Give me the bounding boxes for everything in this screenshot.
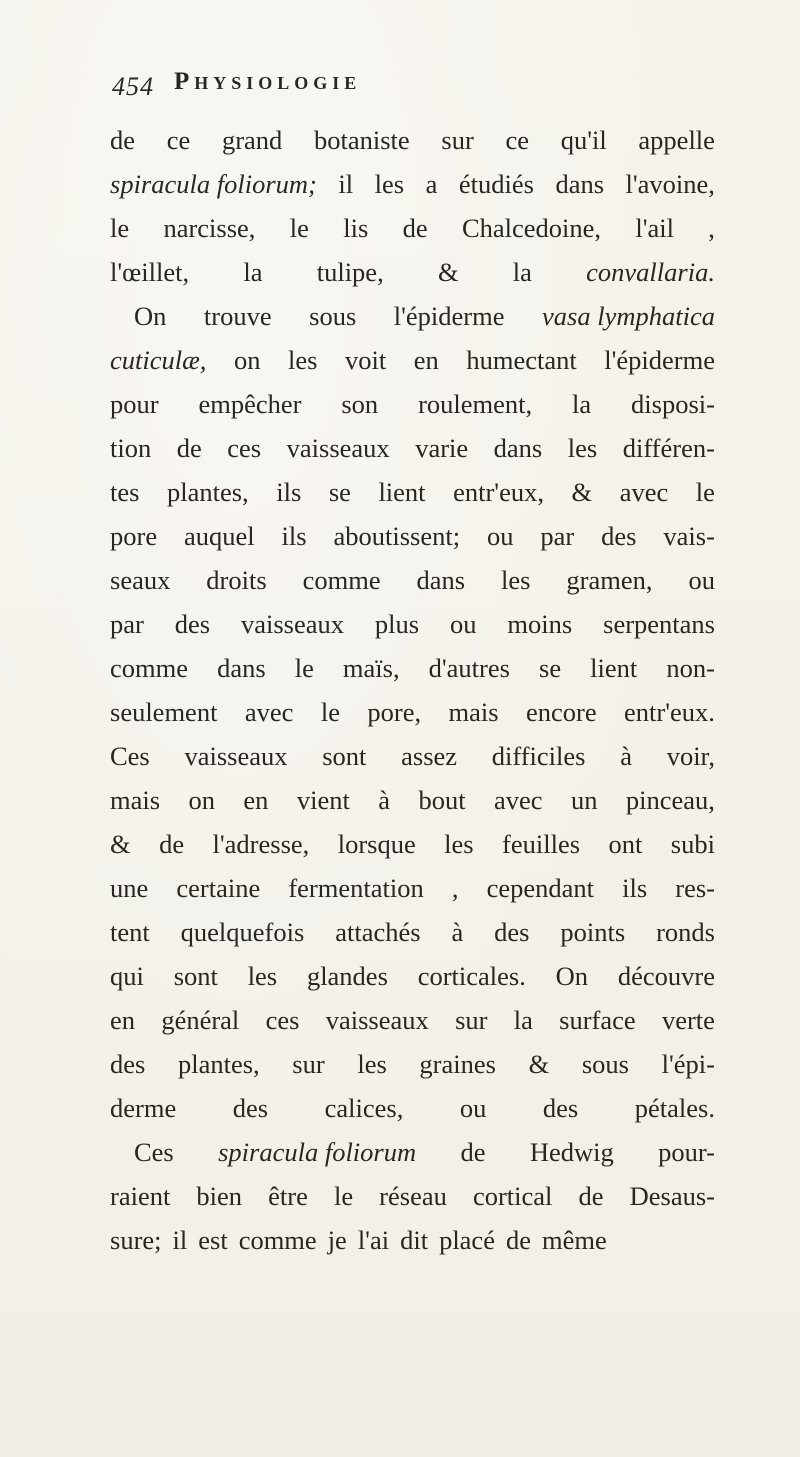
word: tent — [110, 917, 150, 947]
word: le — [695, 477, 715, 507]
word: attachés — [335, 917, 421, 947]
word: corticales. — [417, 961, 526, 991]
text-line — [110, 514, 715, 558]
word: par — [540, 521, 575, 551]
word: cortical — [472, 1181, 553, 1211]
word: une — [110, 873, 149, 903]
word: les — [288, 345, 318, 375]
word: comme — [302, 565, 381, 595]
word: & — [437, 257, 459, 287]
word: qui — [110, 961, 144, 991]
word: & — [110, 829, 131, 859]
word: de — [578, 1181, 604, 1211]
word: il — [172, 1225, 188, 1255]
word: pore — [110, 521, 158, 551]
word: en — [110, 1005, 136, 1035]
word: entr'eux, — [453, 477, 544, 507]
word: les — [567, 433, 598, 463]
word: Chalcedoine, — [461, 213, 602, 243]
text-line — [110, 998, 715, 1042]
word: aboutissent; — [333, 521, 461, 551]
running-title: Physiologie — [174, 68, 362, 95]
word: spiracula foliorum; — [110, 169, 317, 199]
word: en — [413, 345, 439, 375]
word: cependant — [486, 873, 594, 903]
word: dans — [493, 433, 543, 463]
word: Desaus- — [629, 1181, 715, 1211]
text-line — [110, 382, 715, 426]
word: plantes, — [177, 1049, 260, 1079]
word: encore — [526, 697, 597, 727]
word: non- — [666, 653, 715, 683]
word: de — [460, 1137, 486, 1167]
word: des — [494, 917, 530, 947]
word: le — [333, 1181, 354, 1211]
word: spiracula foliorum — [218, 1137, 417, 1167]
word: ces — [227, 433, 262, 463]
word: lis — [343, 213, 369, 243]
word: avec — [244, 697, 294, 727]
word: assez — [401, 741, 458, 771]
word: On — [555, 961, 589, 991]
word: ronds — [656, 917, 715, 947]
word: disposi- — [631, 389, 715, 419]
word: ils — [276, 477, 302, 507]
word: quelquefois — [180, 917, 305, 947]
word: Hedwig — [529, 1137, 614, 1167]
word: mais — [448, 697, 499, 727]
word: le — [294, 653, 314, 683]
word: points — [560, 917, 626, 947]
word: la — [572, 389, 592, 419]
word: vaisseaux — [286, 433, 390, 463]
word: trouve — [203, 301, 272, 331]
word: & — [528, 1049, 550, 1079]
word: difficiles — [491, 741, 586, 771]
word: les — [357, 1049, 387, 1079]
word: moins — [507, 609, 573, 639]
word: seulement — [110, 697, 218, 727]
word: des — [542, 1093, 579, 1123]
word: des — [110, 1049, 146, 1079]
word: des — [601, 521, 637, 551]
word: sur — [441, 125, 474, 155]
word: roulement, — [418, 389, 533, 419]
word: sont — [322, 741, 367, 771]
text-line — [110, 338, 715, 382]
word: serpentans — [603, 609, 715, 639]
word: vaisseaux — [240, 609, 345, 639]
word: étudiés — [458, 169, 534, 199]
word: il — [338, 169, 354, 199]
word: dans — [555, 169, 605, 199]
word: de — [110, 125, 136, 155]
word: les — [374, 169, 405, 199]
text-line — [110, 426, 715, 470]
word: gramen, — [566, 565, 653, 595]
word: un — [570, 785, 598, 815]
word: sure; — [110, 1225, 162, 1255]
text-line — [110, 778, 715, 822]
word: subi — [670, 829, 715, 859]
word: je — [327, 1225, 347, 1255]
word: réseau — [379, 1181, 447, 1211]
word: empêcher — [198, 389, 302, 419]
word: différen- — [622, 433, 715, 463]
word: à — [378, 785, 391, 815]
word: placé — [439, 1225, 495, 1255]
text-line — [110, 1130, 715, 1174]
word: mais — [110, 785, 161, 815]
word: maïs, — [342, 653, 400, 683]
word: On — [134, 301, 167, 331]
word: pore, — [367, 697, 422, 727]
word: les — [444, 829, 474, 859]
word: bout — [418, 785, 466, 815]
word: sous — [581, 1049, 629, 1079]
word: l'avoine, — [625, 169, 715, 199]
word: est — [198, 1225, 228, 1255]
word: son — [341, 389, 379, 419]
word: à — [620, 741, 632, 771]
word: lient — [378, 477, 426, 507]
word: l'épiderme — [604, 345, 715, 375]
word: sous — [309, 301, 357, 331]
word: dans — [217, 653, 266, 683]
word: la — [513, 1005, 533, 1035]
word: tes — [110, 477, 140, 507]
word: Ces — [110, 741, 150, 771]
word: ils — [281, 521, 307, 551]
word: feuilles — [502, 829, 581, 859]
word: seaux — [110, 565, 171, 595]
word: , — [708, 213, 715, 243]
word: les — [501, 565, 531, 595]
word: la — [512, 257, 532, 287]
word: on — [233, 345, 261, 375]
word: découvre — [617, 961, 715, 991]
word: ce — [505, 125, 530, 155]
word: raient — [110, 1181, 171, 1211]
word: des — [232, 1093, 269, 1123]
word: & — [571, 477, 593, 507]
word: botaniste — [314, 125, 410, 155]
word: de — [176, 433, 202, 463]
word: certaine — [176, 873, 261, 903]
word: vasa lymphatica — [542, 301, 715, 331]
text-line — [110, 734, 715, 778]
word: pinceau, — [625, 785, 715, 815]
word: vaisseaux — [325, 1005, 429, 1035]
word: tion — [110, 433, 152, 463]
word: qu'il — [560, 125, 607, 155]
word: ils — [622, 873, 648, 903]
word: de — [505, 1225, 531, 1255]
word: le — [320, 697, 340, 727]
word: appelle — [638, 125, 715, 155]
word: l'épi- — [661, 1049, 715, 1079]
word: se — [328, 477, 351, 507]
word: calices, — [324, 1093, 404, 1123]
word: être — [268, 1181, 308, 1211]
text-line — [110, 910, 715, 954]
word: pour — [110, 389, 159, 419]
word: avec — [494, 785, 543, 815]
word: , — [451, 873, 459, 903]
word: fermentation — [288, 873, 424, 903]
word: en — [243, 785, 269, 815]
page-number: 454 — [112, 72, 154, 101]
word: res- — [675, 873, 715, 903]
word: varie — [415, 433, 469, 463]
word: voir, — [666, 741, 715, 771]
word: plantes, — [166, 477, 249, 507]
text-line — [110, 954, 715, 998]
word: des — [174, 609, 211, 639]
word: surface — [559, 1005, 636, 1035]
text-line — [110, 206, 715, 250]
word: de — [402, 213, 428, 243]
word: voit — [345, 345, 387, 375]
word: narcisse, — [163, 213, 256, 243]
word: graines — [419, 1049, 496, 1079]
word: lient — [590, 653, 638, 683]
word: de — [159, 829, 185, 859]
word: ce — [166, 125, 191, 155]
word: vient — [296, 785, 350, 815]
word: à — [451, 917, 464, 947]
word: droits — [206, 565, 267, 595]
text-line — [110, 294, 715, 338]
text-line — [110, 690, 715, 734]
word: ou — [487, 521, 514, 551]
word: ces — [265, 1005, 300, 1035]
word: par — [110, 609, 144, 639]
text-line — [110, 470, 715, 514]
text-line — [110, 1086, 715, 1130]
word: sur — [455, 1005, 488, 1035]
word: l'ail — [635, 213, 674, 243]
word: vaisseaux — [184, 741, 288, 771]
word: ou — [459, 1093, 487, 1123]
word: plus — [374, 609, 420, 639]
word: comme — [238, 1225, 317, 1255]
word: même — [541, 1225, 607, 1255]
text-line — [110, 162, 715, 206]
word: derme — [110, 1093, 177, 1123]
word: ou — [450, 609, 477, 639]
word: ont — [608, 829, 643, 859]
word: l'adresse, — [212, 829, 310, 859]
word: verte — [661, 1005, 715, 1035]
text-line — [110, 250, 715, 294]
word: tulipe, — [316, 257, 384, 287]
word: dans — [416, 565, 466, 595]
word: humectant — [466, 345, 577, 375]
word: le — [110, 213, 130, 243]
text-line — [110, 1174, 715, 1218]
word: l'ai — [357, 1225, 390, 1255]
text-line — [110, 866, 715, 910]
word: auquel — [184, 521, 255, 551]
word: comme — [110, 653, 188, 683]
word: cuticulæ, — [110, 345, 207, 375]
word: se — [539, 653, 562, 683]
word: bien — [196, 1181, 243, 1211]
word: l'épiderme — [393, 301, 505, 331]
text-line — [110, 1218, 715, 1262]
body-text — [110, 118, 715, 1262]
word: on — [188, 785, 215, 815]
text-line — [110, 602, 715, 646]
text-line — [110, 646, 715, 690]
word: dit — [400, 1225, 429, 1255]
word: avec — [619, 477, 669, 507]
word: général — [161, 1005, 240, 1035]
word: la — [243, 257, 263, 287]
word: a — [425, 169, 438, 199]
word: sont — [173, 961, 218, 991]
word: le — [289, 213, 309, 243]
text-line — [110, 822, 715, 866]
word: vais- — [663, 521, 715, 551]
word: Ces — [134, 1137, 174, 1167]
word: pétales. — [634, 1093, 715, 1123]
text-line — [110, 1042, 715, 1086]
word: grand — [221, 125, 283, 155]
running-head — [112, 68, 552, 108]
word: ou — [688, 565, 715, 595]
word: convallaria. — [586, 257, 715, 287]
word: lorsque — [337, 829, 416, 859]
word: d'autres — [428, 653, 510, 683]
word: entr'eux. — [624, 697, 715, 727]
word: sur — [292, 1049, 325, 1079]
word: glandes — [306, 961, 388, 991]
text-line — [110, 558, 715, 602]
text-line — [110, 118, 715, 162]
word: pour- — [658, 1137, 715, 1167]
word: l'œillet, — [110, 257, 190, 287]
word: les — [247, 961, 278, 991]
